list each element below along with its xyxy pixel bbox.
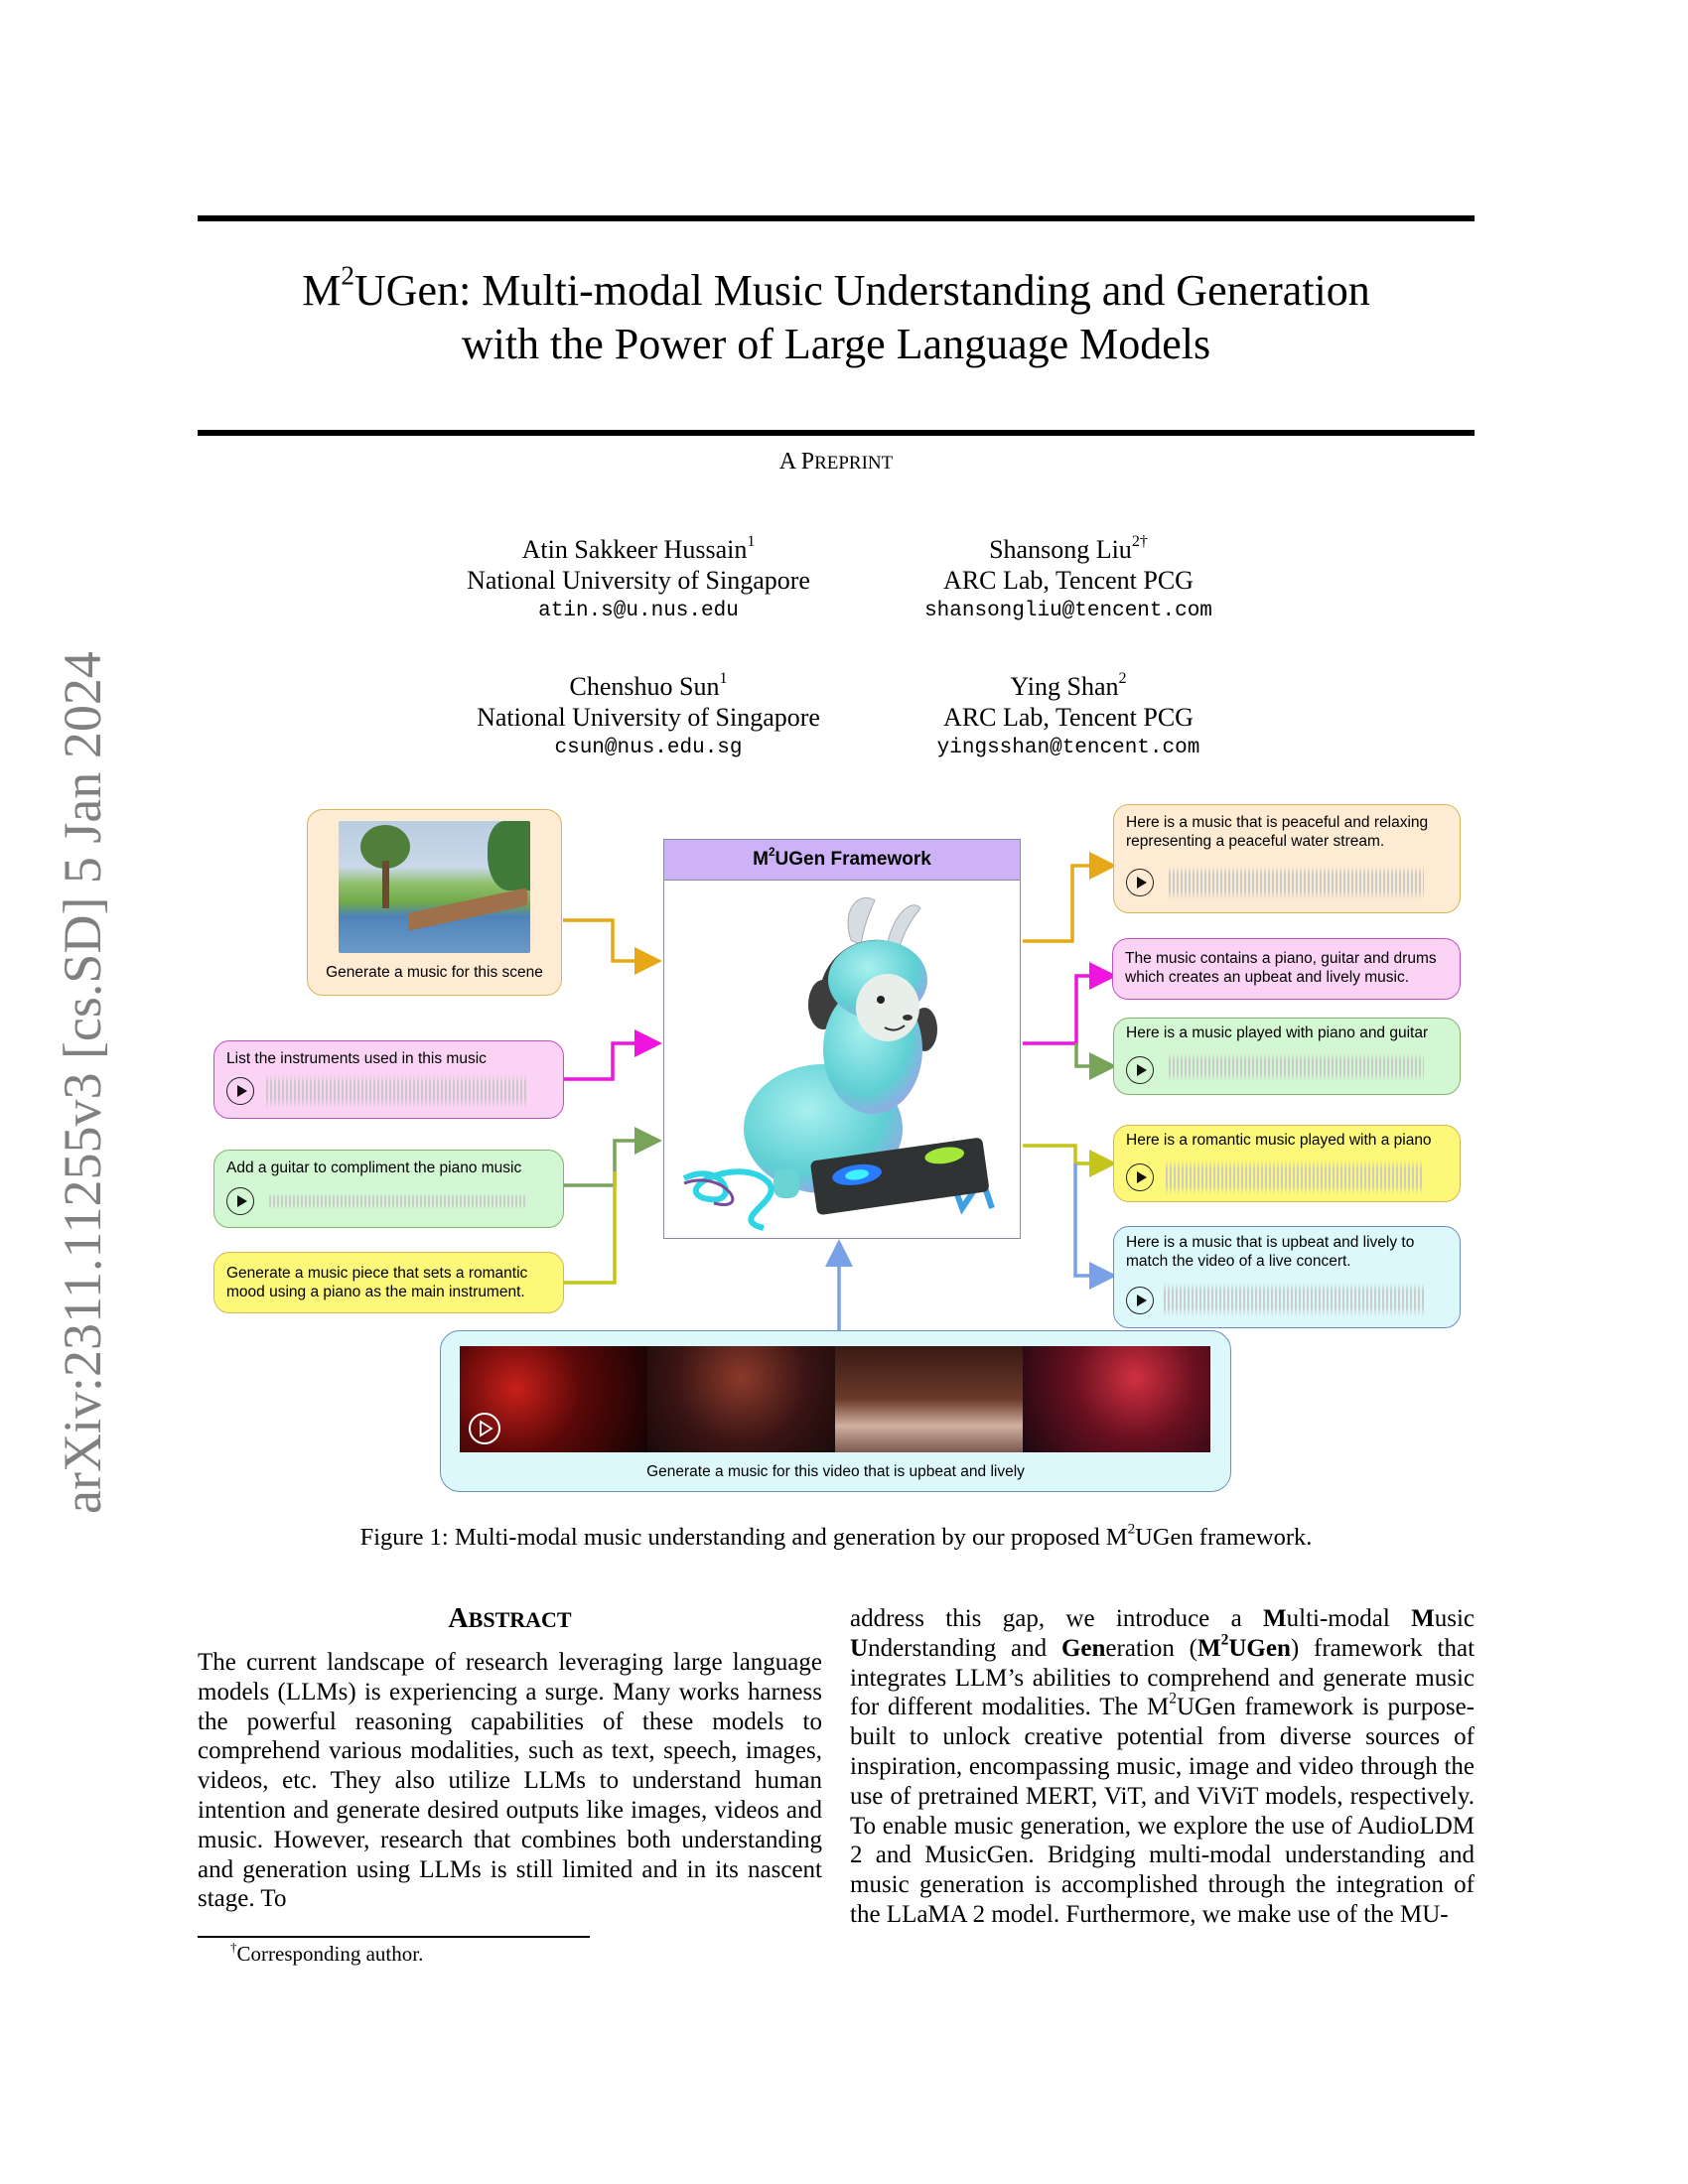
abstract-left-column: The current landscape of research leveraging large language models (LLMs) is experiencing a surge. Many works harness the powerful reasoning capabilities of these models to comprehend various modalities, such as text, speech, images, videos, etc. They also utilize LLMs to understand human intention and generate desired outputs like images, videos and music. However, research that combines both understanding and generation using LLMs is still limited and in its nascent stage. To [198,1649,822,1913]
framework-title-sup: 2 [768,846,775,860]
output-concert-box [1113,1226,1461,1328]
input-video-text: Generate a music for this video that is upbeat and lively [646,1463,1025,1480]
framework-title-text: M [753,849,769,870]
caption-sup: 2 [1127,1520,1136,1538]
input-romantic-box [213,1252,564,1313]
output-concert-text: Here is a music that is upbeat and lively to match the video of a live concert. [1126,1234,1415,1270]
footnote-rule [198,1936,590,1938]
author-name: Shansong Liu [989,535,1132,564]
landscape-image [339,821,530,953]
llama-dj-illustration [664,881,1019,1238]
author-affiliation: National University of Singapore [467,566,810,595]
video-play-icon[interactable] [469,1413,500,1444]
abstract-heading [198,1603,822,1635]
abstract-text: UGen framework is purpose-built to unlock creative potential from diverse sources of inspiration, encompassing music, image and video through the use of pretrained MERT, ViT, and ViViT models, respectively. To enable music generation, we explore the use of AudioLDM 2 and MusicGen. Bridging multi-modal understanding and music generation is accomplished through the integration of the LLaMA 2 model. Furthermore, we make use of the MU- [850,1694,1475,1928]
input-guitar-text: Add a guitar to compliment the piano music [226,1160,522,1176]
abstract-bold: M [1263,1605,1287,1632]
figure-caption [198,1520,1475,1552]
play-icon[interactable] [226,1187,254,1215]
input-video-box [440,1330,1231,1492]
preprint-rest: REPRINT [814,453,894,474]
title-line2: with the Power of Large Language Models [461,320,1211,368]
arxiv-stamp: arXiv:2311.11255v3 [cs.SD] 5 Jan 2024 [53,651,112,1514]
video-frame [647,1346,835,1452]
play-icon[interactable] [1126,1163,1154,1191]
tree-trunk [382,861,389,908]
author-sup: 2† [1131,532,1148,550]
abstract-text: eration ( [1105,1634,1197,1662]
output-instruments-text: The music contains a piano, guitar and drums which creates an upbeat and lively music. [1125,950,1437,986]
output-romantic-box [1113,1125,1461,1202]
abstract-bold: U [850,1634,869,1662]
author-sup: 1 [747,532,756,550]
author-sup: 2 [1118,669,1127,687]
output-piano-guitar-text: Here is a music played with piano and guitar [1126,1024,1429,1041]
output-romantic-text: Here is a romantic music played with a piano [1126,1132,1432,1149]
waveform [1169,866,1424,899]
caption-text: UGen framework. [1135,1524,1313,1551]
play-icon[interactable] [226,1077,254,1105]
abstract-text: address this gap, we introduce a [850,1605,1264,1632]
video-frame [1023,1346,1210,1452]
title-text: M [302,266,342,315]
abstract-heading-first: A [448,1603,469,1634]
caption-text: Figure 1: Multi-modal music understanding and generation by our proposed M [359,1524,1128,1551]
abstract-text: ) framework that integrates LLM’s abilities to comprehend and generate music for different modalities. The M [850,1634,1476,1721]
output-peaceful-box [1113,804,1461,913]
author-affiliation: National University of Singapore [477,703,820,732]
abstract-sup: 2 [1169,1690,1177,1707]
title-sup: 2 [341,260,354,291]
author-name: Chenshuo Sun [569,672,720,701]
play-icon[interactable] [1126,869,1154,896]
author-sup: 1 [719,669,728,687]
waveform [266,1074,526,1108]
abstract-sup: 2 [1220,1631,1229,1649]
abstract-bold: UGen [1228,1634,1291,1662]
title-text: UGen: Multi-modal Music Understanding and Generation [353,266,1370,315]
bridge [408,887,527,931]
framework-box [663,839,1021,1239]
footnote-text: Corresponding author. [236,1942,424,1966]
footnote-mark: † [230,1939,237,1955]
abstract-text: usic [1434,1605,1475,1632]
preprint-first: A P [778,449,815,475]
abstract-text: nderstanding and [868,1634,1061,1662]
output-instruments-box [1112,938,1461,1000]
abstract-text: ulti-modal [1286,1605,1412,1632]
input-scene-box [307,809,562,996]
play-icon[interactable] [1126,1287,1154,1314]
author-name: Ying Shan [1010,672,1119,701]
author-email[interactable]: csun@nus.edu.sg [554,737,743,759]
abstract-bold: Gen [1060,1634,1106,1662]
input-guitar-box [213,1150,564,1228]
play-icon[interactable] [1126,1056,1154,1084]
waveform [269,1193,525,1209]
abstract-right-column [850,1604,1475,1930]
concert-video-frames[interactable] [460,1346,1210,1452]
author-email[interactable]: shansongliu@tencent.com [924,600,1212,622]
input-scene-text: Generate a music for this scene [326,964,543,981]
output-peaceful-text: Here is a music that is peaceful and relaxing representing a peaceful water stream. [1126,814,1429,850]
bush [488,821,530,890]
waveform [1164,1283,1424,1316]
input-romantic-text: Generate a music piece that sets a romantic mood using a piano as the main instrument. [226,1265,528,1300]
input-instruments-text: List the instruments used in this music [226,1050,487,1067]
author-email[interactable]: yingsshan@tencent.com [936,737,1200,759]
waveform [1169,1053,1424,1081]
footnote [230,1939,424,1967]
output-piano-guitar-box [1113,1018,1461,1095]
input-instruments-box [213,1040,564,1119]
video-frame [835,1346,1023,1452]
abstract-bold: M [1411,1605,1435,1632]
abstract-heading-rest: BSTRACT [468,1607,572,1632]
author-affiliation: ARC Lab, Tencent PCG [943,566,1194,595]
author-name: Atin Sakkeer Hussain [521,535,748,564]
abstract-bold: M [1197,1634,1221,1662]
framework-title-text: UGen Framework [774,849,931,870]
author-affiliation: ARC Lab, Tencent PCG [943,703,1194,732]
framework-title [664,840,1020,881]
waveform [1166,1160,1424,1194]
author-email[interactable]: atin.s@u.nus.edu [538,600,739,622]
